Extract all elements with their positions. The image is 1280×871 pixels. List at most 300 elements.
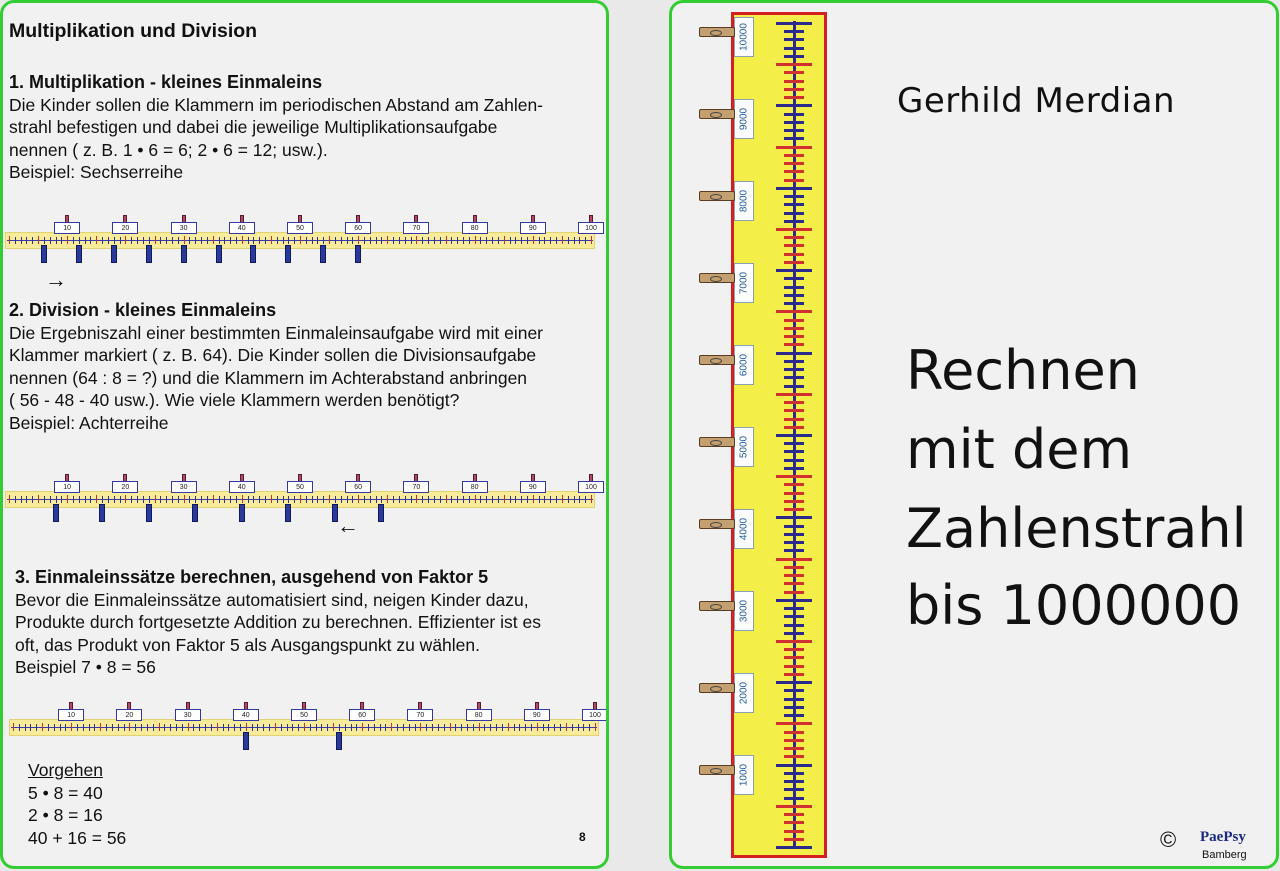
- clothespin-icon[interactable]: [378, 504, 384, 522]
- number-line-tick: [416, 236, 417, 244]
- number-line-tick: [387, 236, 388, 244]
- clothespin-icon[interactable]: [243, 732, 249, 750]
- logo-subtext: Bamberg: [1202, 849, 1247, 861]
- number-line-tick: [125, 236, 126, 244]
- number-line-tick: [446, 236, 447, 244]
- ruler-tick: [784, 591, 804, 594]
- ruler-tick: [776, 640, 812, 643]
- ruler-tick: [784, 747, 804, 750]
- number-line-label: 40: [229, 481, 255, 493]
- clothespin-icon[interactable]: [355, 245, 361, 263]
- number-line-tick: [15, 237, 16, 244]
- clothespin-icon[interactable]: [146, 245, 152, 263]
- number-line-tick: [508, 723, 509, 731]
- number-line-tick: [54, 724, 55, 731]
- number-line-tick: [155, 236, 156, 244]
- clothespin-icon[interactable]: [53, 504, 59, 522]
- number-line-tick: [79, 237, 80, 244]
- number-line-tick: [510, 496, 511, 503]
- number-line-tick: [118, 724, 119, 731]
- number-line-label: 60: [345, 222, 371, 234]
- number-line-tick: [585, 496, 586, 503]
- number-line-tick: [521, 496, 522, 503]
- number-line-label: 10: [54, 222, 80, 234]
- ruler-label-text: 3000: [738, 599, 750, 623]
- number-line-tick: [38, 495, 39, 503]
- number-line-tick: [310, 724, 311, 731]
- number-line-tick: [374, 724, 375, 731]
- ruler-tick: [784, 582, 804, 585]
- clothespin-icon[interactable]: [699, 683, 735, 693]
- ruler-tick: [784, 96, 804, 99]
- number-line-label: 40: [233, 709, 259, 721]
- number-line-tick: [102, 496, 103, 503]
- ruler-tick: [784, 203, 804, 206]
- ruler-tick: [784, 71, 804, 74]
- number-line-tick: [533, 236, 534, 244]
- ruler-tick: [776, 599, 812, 602]
- procedure-line: 5 • 8 = 40: [28, 782, 103, 803]
- number-line-tick: [370, 237, 371, 244]
- number-line-tick: [60, 724, 61, 731]
- number-line-tick: [550, 496, 551, 503]
- section-2-line: Beispiel: Achterreihe: [9, 412, 169, 433]
- clothespin-icon[interactable]: [216, 245, 222, 263]
- number-line-tick: [583, 724, 584, 731]
- ruler-tick: [784, 286, 804, 289]
- number-line-faktor-5: [9, 714, 599, 738]
- number-line-tick: [515, 496, 516, 503]
- number-line-tick: [490, 724, 491, 731]
- number-line-tick: [213, 236, 214, 244]
- number-line-tick: [56, 496, 57, 503]
- number-line-tick: [572, 724, 573, 731]
- clothespin-icon[interactable]: [111, 245, 117, 263]
- number-line-tick: [498, 237, 499, 244]
- number-line-tick: [381, 496, 382, 503]
- number-line-tick: [71, 723, 72, 731]
- number-line-tick: [73, 496, 74, 503]
- ruler-tick: [784, 121, 804, 124]
- number-line-tick: [253, 237, 254, 244]
- number-line-label: 20: [112, 222, 138, 234]
- number-line-tick: [230, 237, 231, 244]
- ruler-tick: [784, 689, 804, 692]
- number-line-tick: [195, 237, 196, 244]
- ruler-tick: [784, 624, 804, 627]
- number-line-tick: [223, 724, 224, 731]
- number-line-tick: [42, 723, 43, 731]
- clothespin-icon[interactable]: [41, 245, 47, 263]
- number-line-tick: [207, 237, 208, 244]
- clothespin-icon[interactable]: [76, 245, 82, 263]
- number-line-label: 80: [466, 709, 492, 721]
- number-line-tick: [257, 724, 258, 731]
- ruler-tick: [784, 533, 804, 536]
- ruler-label-text: 10000: [738, 23, 750, 51]
- clothespin-icon[interactable]: [699, 191, 735, 201]
- number-line-tick: [432, 724, 433, 731]
- number-line-label: 70: [403, 481, 429, 493]
- cover-title-line: Zahlenstrahl: [906, 497, 1247, 560]
- clothespin-icon[interactable]: [699, 273, 735, 283]
- ruler-tick: [776, 63, 812, 66]
- number-line-tick: [480, 237, 481, 244]
- number-line-tick: [277, 496, 278, 503]
- number-line-tick: [292, 724, 293, 731]
- number-line-tick: [457, 496, 458, 503]
- copyright-icon: ©: [1160, 827, 1177, 852]
- number-line-tick: [281, 724, 282, 731]
- clothespin-icon[interactable]: [99, 504, 105, 522]
- ruler-tick: [784, 706, 804, 709]
- number-line-tick: [329, 495, 330, 503]
- ruler-label-text: 8000: [738, 189, 750, 213]
- number-line-tick: [568, 237, 569, 244]
- number-line-tick: [131, 237, 132, 244]
- number-line-tick: [137, 237, 138, 244]
- number-line-tick: [457, 237, 458, 244]
- number-line-tick: [415, 724, 416, 731]
- number-line-tick: [19, 724, 20, 731]
- number-line-tick: [531, 724, 532, 731]
- number-line-tick: [548, 724, 549, 731]
- number-line-tick: [393, 496, 394, 503]
- number-line-tick: [67, 495, 68, 503]
- ruler-tick: [784, 137, 804, 140]
- number-line-label: 80: [462, 481, 488, 493]
- number-line-tick: [467, 724, 468, 731]
- number-line-tick: [263, 724, 264, 731]
- number-line-tick: [321, 724, 322, 731]
- number-line-tick: [89, 724, 90, 731]
- ruler-tick: [784, 294, 804, 297]
- clothespin-icon[interactable]: [181, 245, 187, 263]
- number-line-tick: [411, 496, 412, 503]
- number-line-tick: [265, 237, 266, 244]
- number-line-tick: [376, 237, 377, 244]
- ruler-tick: [784, 401, 804, 404]
- ruler-tick: [784, 38, 804, 41]
- number-line-tick: [199, 724, 200, 731]
- ruler-label-text: 5000: [738, 435, 750, 459]
- number-line-label: 100: [582, 709, 608, 721]
- number-line-tick: [65, 724, 66, 731]
- number-line-tick: [543, 724, 544, 731]
- ruler-tick: [776, 393, 812, 396]
- page-number: 8: [579, 830, 586, 844]
- number-line-tick: [560, 724, 561, 731]
- clothespin-icon[interactable]: [336, 732, 342, 750]
- number-line-tick: [403, 724, 404, 731]
- number-line-tick: [463, 237, 464, 244]
- clothespin-icon[interactable]: [699, 109, 735, 119]
- section-1-line: nennen ( z. B. 1 • 6 = 6; 2 • 6 = 12; usw.).: [9, 139, 328, 160]
- ruler-label: [734, 345, 754, 385]
- number-line-tick: [147, 724, 148, 731]
- number-line-tick: [265, 496, 266, 503]
- ruler-tick: [784, 541, 804, 544]
- clothespin-icon[interactable]: [699, 519, 735, 529]
- number-line-tick: [554, 724, 555, 731]
- number-line-achterreihe: [5, 486, 595, 510]
- number-line-tick: [178, 237, 179, 244]
- ruler-label: [734, 263, 754, 303]
- ruler-tick: [784, 88, 804, 91]
- procedure-line: 40 + 16 = 56: [28, 827, 127, 848]
- number-line-tick: [341, 237, 342, 244]
- number-line-label: 60: [349, 709, 375, 721]
- number-line-tick: [539, 237, 540, 244]
- section-1-heading: 1. Multiplikation - kleines Einmaleins: [9, 72, 323, 92]
- ruler-tick: [776, 269, 812, 272]
- number-line-tick: [131, 496, 132, 503]
- number-line-tick: [399, 496, 400, 503]
- number-line-tick: [480, 496, 481, 503]
- number-line-tick: [298, 724, 299, 731]
- section-2-heading: 2. Division - kleines Einmaleins: [9, 300, 277, 320]
- number-line-tick: [504, 236, 505, 244]
- section-3-line: Bevor die Einmaleinssätze automatisiert sind, neigen Kinder dazu,: [15, 589, 529, 610]
- number-line-tick: [514, 724, 515, 731]
- ruler-tick: [784, 170, 804, 173]
- section-2-line: ( 56 - 48 - 40 usw.). Wie viele Klammern werden benötigt?: [9, 390, 460, 411]
- ruler-tick: [784, 55, 804, 58]
- number-line-label: 40: [229, 222, 255, 234]
- number-line-tick: [283, 496, 284, 503]
- section-1-line: Die Kinder sollen die Klammern im periodischen Abstand am Zahlen-: [9, 94, 544, 115]
- number-line-tick: [327, 724, 328, 731]
- number-line-tick: [589, 724, 590, 731]
- number-line-tick: [440, 237, 441, 244]
- clothespin-icon[interactable]: [320, 245, 326, 263]
- number-line-tick: [484, 724, 485, 731]
- number-line-tick: [143, 237, 144, 244]
- cover-page: [669, 0, 1279, 869]
- number-line-tick: [13, 723, 14, 731]
- number-line-tick: [409, 724, 410, 731]
- number-line-tick: [207, 496, 208, 503]
- ruler-label-text: 7000: [738, 271, 750, 295]
- number-line-tick: [178, 496, 179, 503]
- number-line-tick: [537, 723, 538, 731]
- number-line-tick: [135, 724, 136, 731]
- number-line-tick: [358, 495, 359, 503]
- number-line-tick: [26, 496, 27, 503]
- number-line-tick: [527, 496, 528, 503]
- number-line-tick: [114, 496, 115, 503]
- ruler-tick: [784, 459, 804, 462]
- number-line-tick: [492, 496, 493, 503]
- number-line-tick: [579, 237, 580, 244]
- number-line-label: 100: [578, 222, 604, 234]
- clothespin-icon[interactable]: [239, 504, 245, 522]
- clothespin-icon[interactable]: [699, 765, 735, 775]
- number-line-tick: [21, 496, 22, 503]
- number-line-tick: [339, 724, 340, 731]
- ruler-tick: [784, 483, 804, 486]
- number-line-tick: [562, 495, 563, 503]
- clothespin-icon[interactable]: [285, 245, 291, 263]
- section-3: [15, 566, 541, 679]
- number-line-tick: [380, 724, 381, 731]
- number-line-tick: [329, 236, 330, 244]
- ruler-tick: [784, 821, 804, 824]
- number-line-tick: [44, 237, 45, 244]
- number-line-tick: [172, 496, 173, 503]
- ruler-tick: [784, 277, 804, 280]
- number-line-tick: [44, 496, 45, 503]
- clothespin-icon[interactable]: [699, 601, 735, 611]
- number-line-tick: [170, 724, 171, 731]
- ruler-tick: [776, 681, 812, 684]
- ruler-tick: [784, 80, 804, 83]
- number-line-tick: [248, 237, 249, 244]
- number-line-tick: [217, 723, 218, 731]
- ruler-tick: [784, 656, 804, 659]
- number-line-sechserreihe: [5, 227, 595, 251]
- number-line-tick: [422, 496, 423, 503]
- number-line-tick: [114, 237, 115, 244]
- number-line-label: 20: [112, 481, 138, 493]
- ruler-tick: [784, 179, 804, 182]
- number-line-tick: [387, 495, 388, 503]
- ruler-tick: [776, 516, 812, 519]
- number-line-tick: [108, 237, 109, 244]
- number-line-tick: [184, 495, 185, 503]
- publisher-logo: [1198, 827, 1270, 865]
- number-line-tick: [335, 237, 336, 244]
- clothespin-icon[interactable]: [192, 504, 198, 522]
- number-line-tick: [486, 496, 487, 503]
- arrow-left-icon: ←: [337, 513, 359, 538]
- number-line-tick: [259, 237, 260, 244]
- number-line-tick: [502, 724, 503, 731]
- number-line-tick: [277, 237, 278, 244]
- number-line-tick: [160, 237, 161, 244]
- number-line-tick: [397, 724, 398, 731]
- number-line-label: 30: [175, 709, 201, 721]
- ruler-label-text: 2000: [738, 681, 750, 705]
- clothespin-icon[interactable]: [699, 355, 735, 365]
- ruler-label-text: 4000: [738, 517, 750, 541]
- ruler-tick: [784, 698, 804, 701]
- ruler-tick: [784, 319, 804, 322]
- ruler-tick: [784, 195, 804, 198]
- number-line-label: 30: [171, 481, 197, 493]
- number-line-tick: [405, 496, 406, 503]
- number-line-tick: [283, 237, 284, 244]
- number-line-tick: [312, 237, 313, 244]
- number-line-tick: [496, 724, 497, 731]
- number-line-tick: [26, 237, 27, 244]
- number-line-tick: [463, 496, 464, 503]
- number-line-tick: [242, 236, 243, 244]
- number-line-tick: [333, 723, 334, 731]
- ruler-label-text: 9000: [738, 107, 750, 131]
- number-line-tick: [455, 724, 456, 731]
- number-line-tick: [224, 496, 225, 503]
- ruler-label: [734, 509, 754, 549]
- number-line-tick: [77, 724, 78, 731]
- number-line-tick: [83, 724, 84, 731]
- number-line-tick: [358, 236, 359, 244]
- number-line-tick: [236, 237, 237, 244]
- number-line-tick: [50, 496, 51, 503]
- ruler-label-text: 6000: [738, 353, 750, 377]
- clothespin-icon[interactable]: [699, 27, 735, 37]
- number-line-tick: [475, 236, 476, 244]
- number-line-tick: [364, 496, 365, 503]
- number-line-tick: [50, 237, 51, 244]
- section-3-line: Beispiel 7 • 8 = 56: [15, 657, 156, 678]
- ruler-tick: [784, 838, 804, 841]
- section-3-line: oft, das Produkt von Faktor 5 als Ausgangspunkt zu wählen.: [15, 634, 480, 655]
- number-line-tick: [36, 724, 37, 731]
- number-line-tick: [201, 237, 202, 244]
- number-line-tick: [521, 237, 522, 244]
- ruler-tick: [784, 607, 804, 610]
- ruler-label: [734, 181, 754, 221]
- ruler-tick: [776, 805, 812, 808]
- number-line-tick: [67, 236, 68, 244]
- number-line-label: 10: [54, 481, 80, 493]
- ruler-tick: [784, 574, 804, 577]
- ruler-tick: [784, 772, 804, 775]
- number-line-tick: [79, 496, 80, 503]
- number-line-tick: [100, 723, 101, 731]
- ruler-tick: [784, 566, 804, 569]
- number-line-tick: [568, 496, 569, 503]
- ruler-tick: [784, 492, 804, 495]
- clothespin-icon[interactable]: [250, 245, 256, 263]
- number-line-tick: [399, 237, 400, 244]
- number-line-label: 50: [287, 222, 313, 234]
- ruler-tick: [784, 376, 804, 379]
- number-line-tick: [405, 237, 406, 244]
- number-line-tick: [434, 496, 435, 503]
- number-line-tick: [539, 496, 540, 503]
- number-line-tick: [288, 496, 289, 503]
- number-line-label: 80: [462, 222, 488, 234]
- ruler-tick: [784, 113, 804, 116]
- number-line-tick: [368, 724, 369, 731]
- clothespin-icon[interactable]: [285, 504, 291, 522]
- number-line-tick: [211, 724, 212, 731]
- ruler-tick: [784, 780, 804, 783]
- number-line-tick: [259, 496, 260, 503]
- number-line-tick: [155, 495, 156, 503]
- number-line-tick: [434, 237, 435, 244]
- ruler-tick: [784, 525, 804, 528]
- number-line-tick: [112, 724, 113, 731]
- ruler-tick: [776, 310, 812, 313]
- ruler-tick: [784, 714, 804, 717]
- ruler-label-text: 1000: [738, 763, 750, 787]
- number-line-tick: [32, 496, 33, 503]
- number-line-tick: [149, 496, 150, 503]
- ruler-tick: [776, 475, 812, 478]
- number-line-tick: [213, 495, 214, 503]
- number-line-tick: [352, 496, 353, 503]
- ruler-tick: [784, 731, 804, 734]
- number-line-tick: [446, 495, 447, 503]
- number-line-tick: [234, 724, 235, 731]
- clothespin-icon[interactable]: [699, 437, 735, 447]
- clothespin-icon[interactable]: [146, 504, 152, 522]
- number-line-tick: [15, 496, 16, 503]
- number-line-tick: [591, 495, 592, 503]
